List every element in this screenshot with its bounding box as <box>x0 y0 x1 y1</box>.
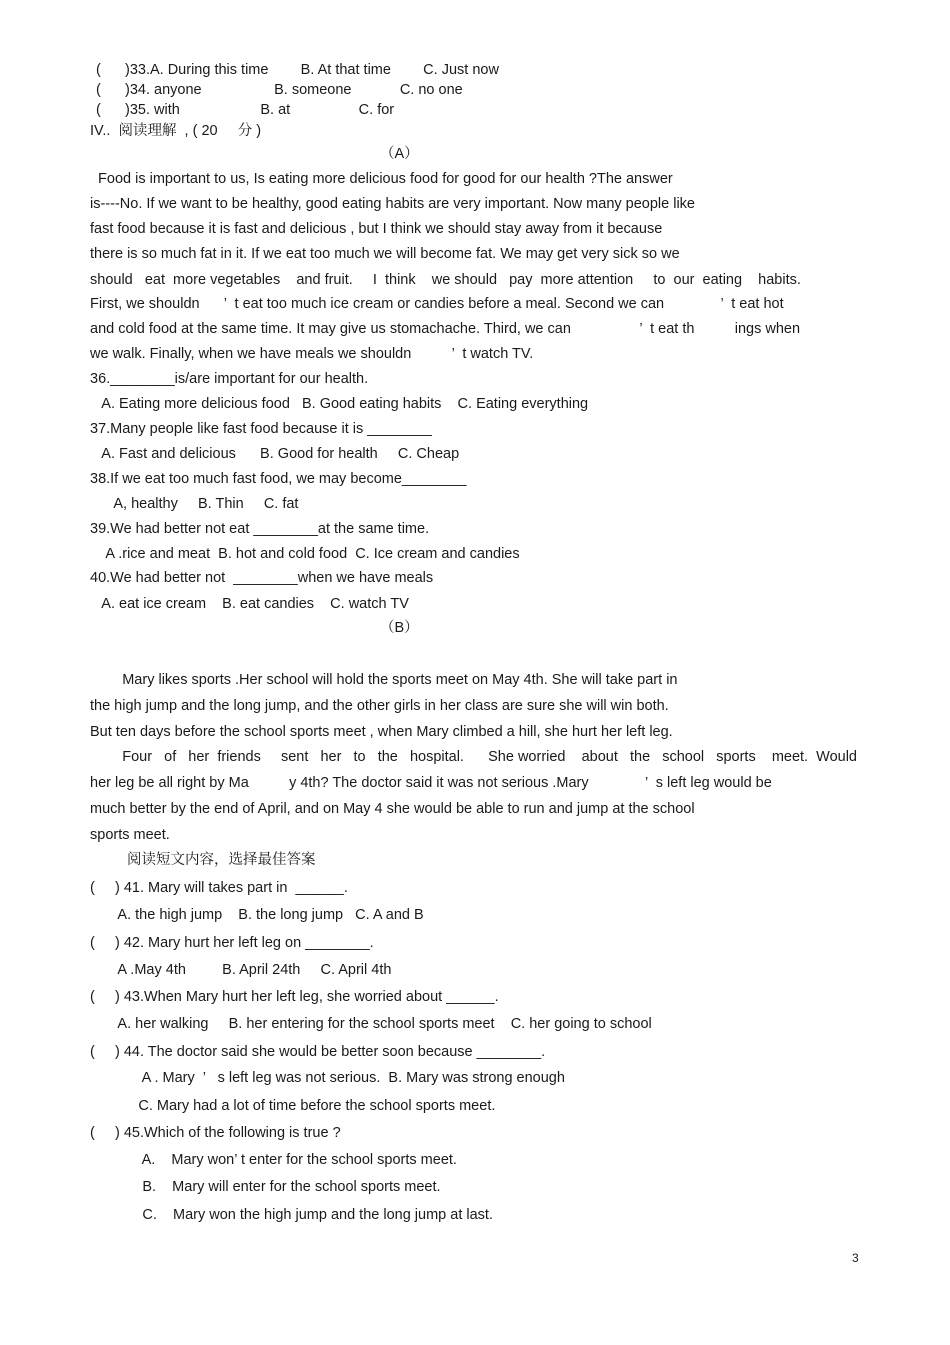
passage-b-line: Mary likes sports .Her school will hold the sports meet on May 4th. She will take part in <box>90 672 678 688</box>
question-42: ( ) 42. Mary hurt her left leg on ________. <box>90 935 374 951</box>
passage-b-line: But ten days before the school sports meet , when Mary climbed a hill, she hurt her left leg. <box>90 724 673 740</box>
question-44-option-c: C. Mary had a lot of time before the school sports meet. <box>90 1098 496 1114</box>
passage-b-label: （B） <box>380 620 419 636</box>
question-44: ( ) 44. The doctor said she would be better soon because ________. <box>90 1044 546 1060</box>
question-39-options: A .rice and meat B. hot and cold food C. Ice cream and candies <box>90 546 520 562</box>
passage-b-line: much better by the end of April, and on May 4 she would be able to run and jump at the school <box>90 801 695 817</box>
question-37-options: A. Fast and delicious B. Good for health C. Cheap <box>90 446 460 462</box>
passage-a-line: we walk. Finally, when we have meals we shouldn ’ t watch TV. <box>90 346 534 362</box>
passage-a-line: there is so much fat in it. If we eat too much we will become fat. We may get very sick so we <box>90 246 680 262</box>
question-44-option-a-b: A . Mary ’ s left leg was not serious. B. Mary was strong enough <box>90 1070 565 1086</box>
instruction: 阅读短文内容，选择最佳答案 <box>127 852 316 868</box>
question-43-options: A. her walking B. her entering for the school sports meet C. her going to school <box>90 1016 652 1032</box>
question-35: ( )35. with B. at C. for <box>96 102 395 118</box>
section-heading: IV.. 阅读理解 , ( 20 分 ) <box>90 123 262 139</box>
question-45-option-a: A. Mary won’ t enter for the school sports meet. <box>90 1152 457 1168</box>
passage-a-line: First, we shouldn ’ t eat too much ice cream or candies before a meal. Second we can ’ t eat hot <box>90 296 784 312</box>
question-39: 39.We had better not eat ________at the same time. <box>90 521 430 537</box>
passage-a-line: should eat more vegetables and fruit. I think we should pay more attention to our eating habits. <box>90 272 801 288</box>
question-41: ( ) 41. Mary will takes part in ______. <box>90 880 348 896</box>
question-40: 40.We had better not ________when we have meals <box>90 570 434 586</box>
passage-a-line: Food is important to us, Is eating more delicious food for good for our health ?The answer <box>90 171 673 187</box>
question-42-options: A .May 4th B. April 24th C. April 4th <box>90 962 392 978</box>
question-41-options: A. the high jump B. the long jump C. A and B <box>90 907 424 923</box>
passage-b-line: Four of her friends sent her to the hospital. She worried about the school sports meet. Would <box>90 749 857 765</box>
passage-b-line: the high jump and the long jump, and the other girls in her class are sure she will win both. <box>90 698 669 714</box>
question-33: ( )33.A. During this time B. At that time C. Just now <box>96 62 499 78</box>
passage-b-line: her leg be all right by Ma y 4th? The doctor said it was not serious .Mary ’ s left leg would be <box>90 775 772 791</box>
question-37: 37.Many people like fast food because it is ________ <box>90 421 432 437</box>
question-45-option-c: C. Mary won the high jump and the long jump at last. <box>90 1207 493 1223</box>
question-40-options: A. eat ice cream B. eat candies C. watch TV <box>90 596 409 612</box>
question-34: ( )34. anyone B. someone C. no one <box>96 82 463 98</box>
question-45: ( ) 45.Which of the following is true ? <box>90 1125 341 1141</box>
question-38-options: A, healthy B. Thin C. fat <box>90 496 299 512</box>
page-number: 3 <box>852 1251 859 1265</box>
question-38: 38.If we eat too much fast food, we may become________ <box>90 471 467 487</box>
passage-b-line: sports meet. <box>90 827 170 843</box>
question-36: 36.________is/are important for our health. <box>90 371 369 387</box>
passage-a-line: and cold food at the same time. It may give us stomachache. Third, we can ’ t eat th ings when <box>90 321 801 337</box>
passage-a-line: fast food because it is fast and delicious , but I think we should stay away from it because <box>90 221 663 237</box>
passage-a-line: is----No. If we want to be healthy, good eating habits are very important. Now many people like <box>90 196 695 212</box>
question-45-option-b: B. Mary will enter for the school sports meet. <box>90 1179 441 1195</box>
question-36-options: A. Eating more delicious food B. Good eating habits C. Eating everything <box>90 396 589 412</box>
question-43: ( ) 43.When Mary hurt her left leg, she worried about ______. <box>90 989 499 1005</box>
passage-a-label: （A） <box>380 146 419 162</box>
